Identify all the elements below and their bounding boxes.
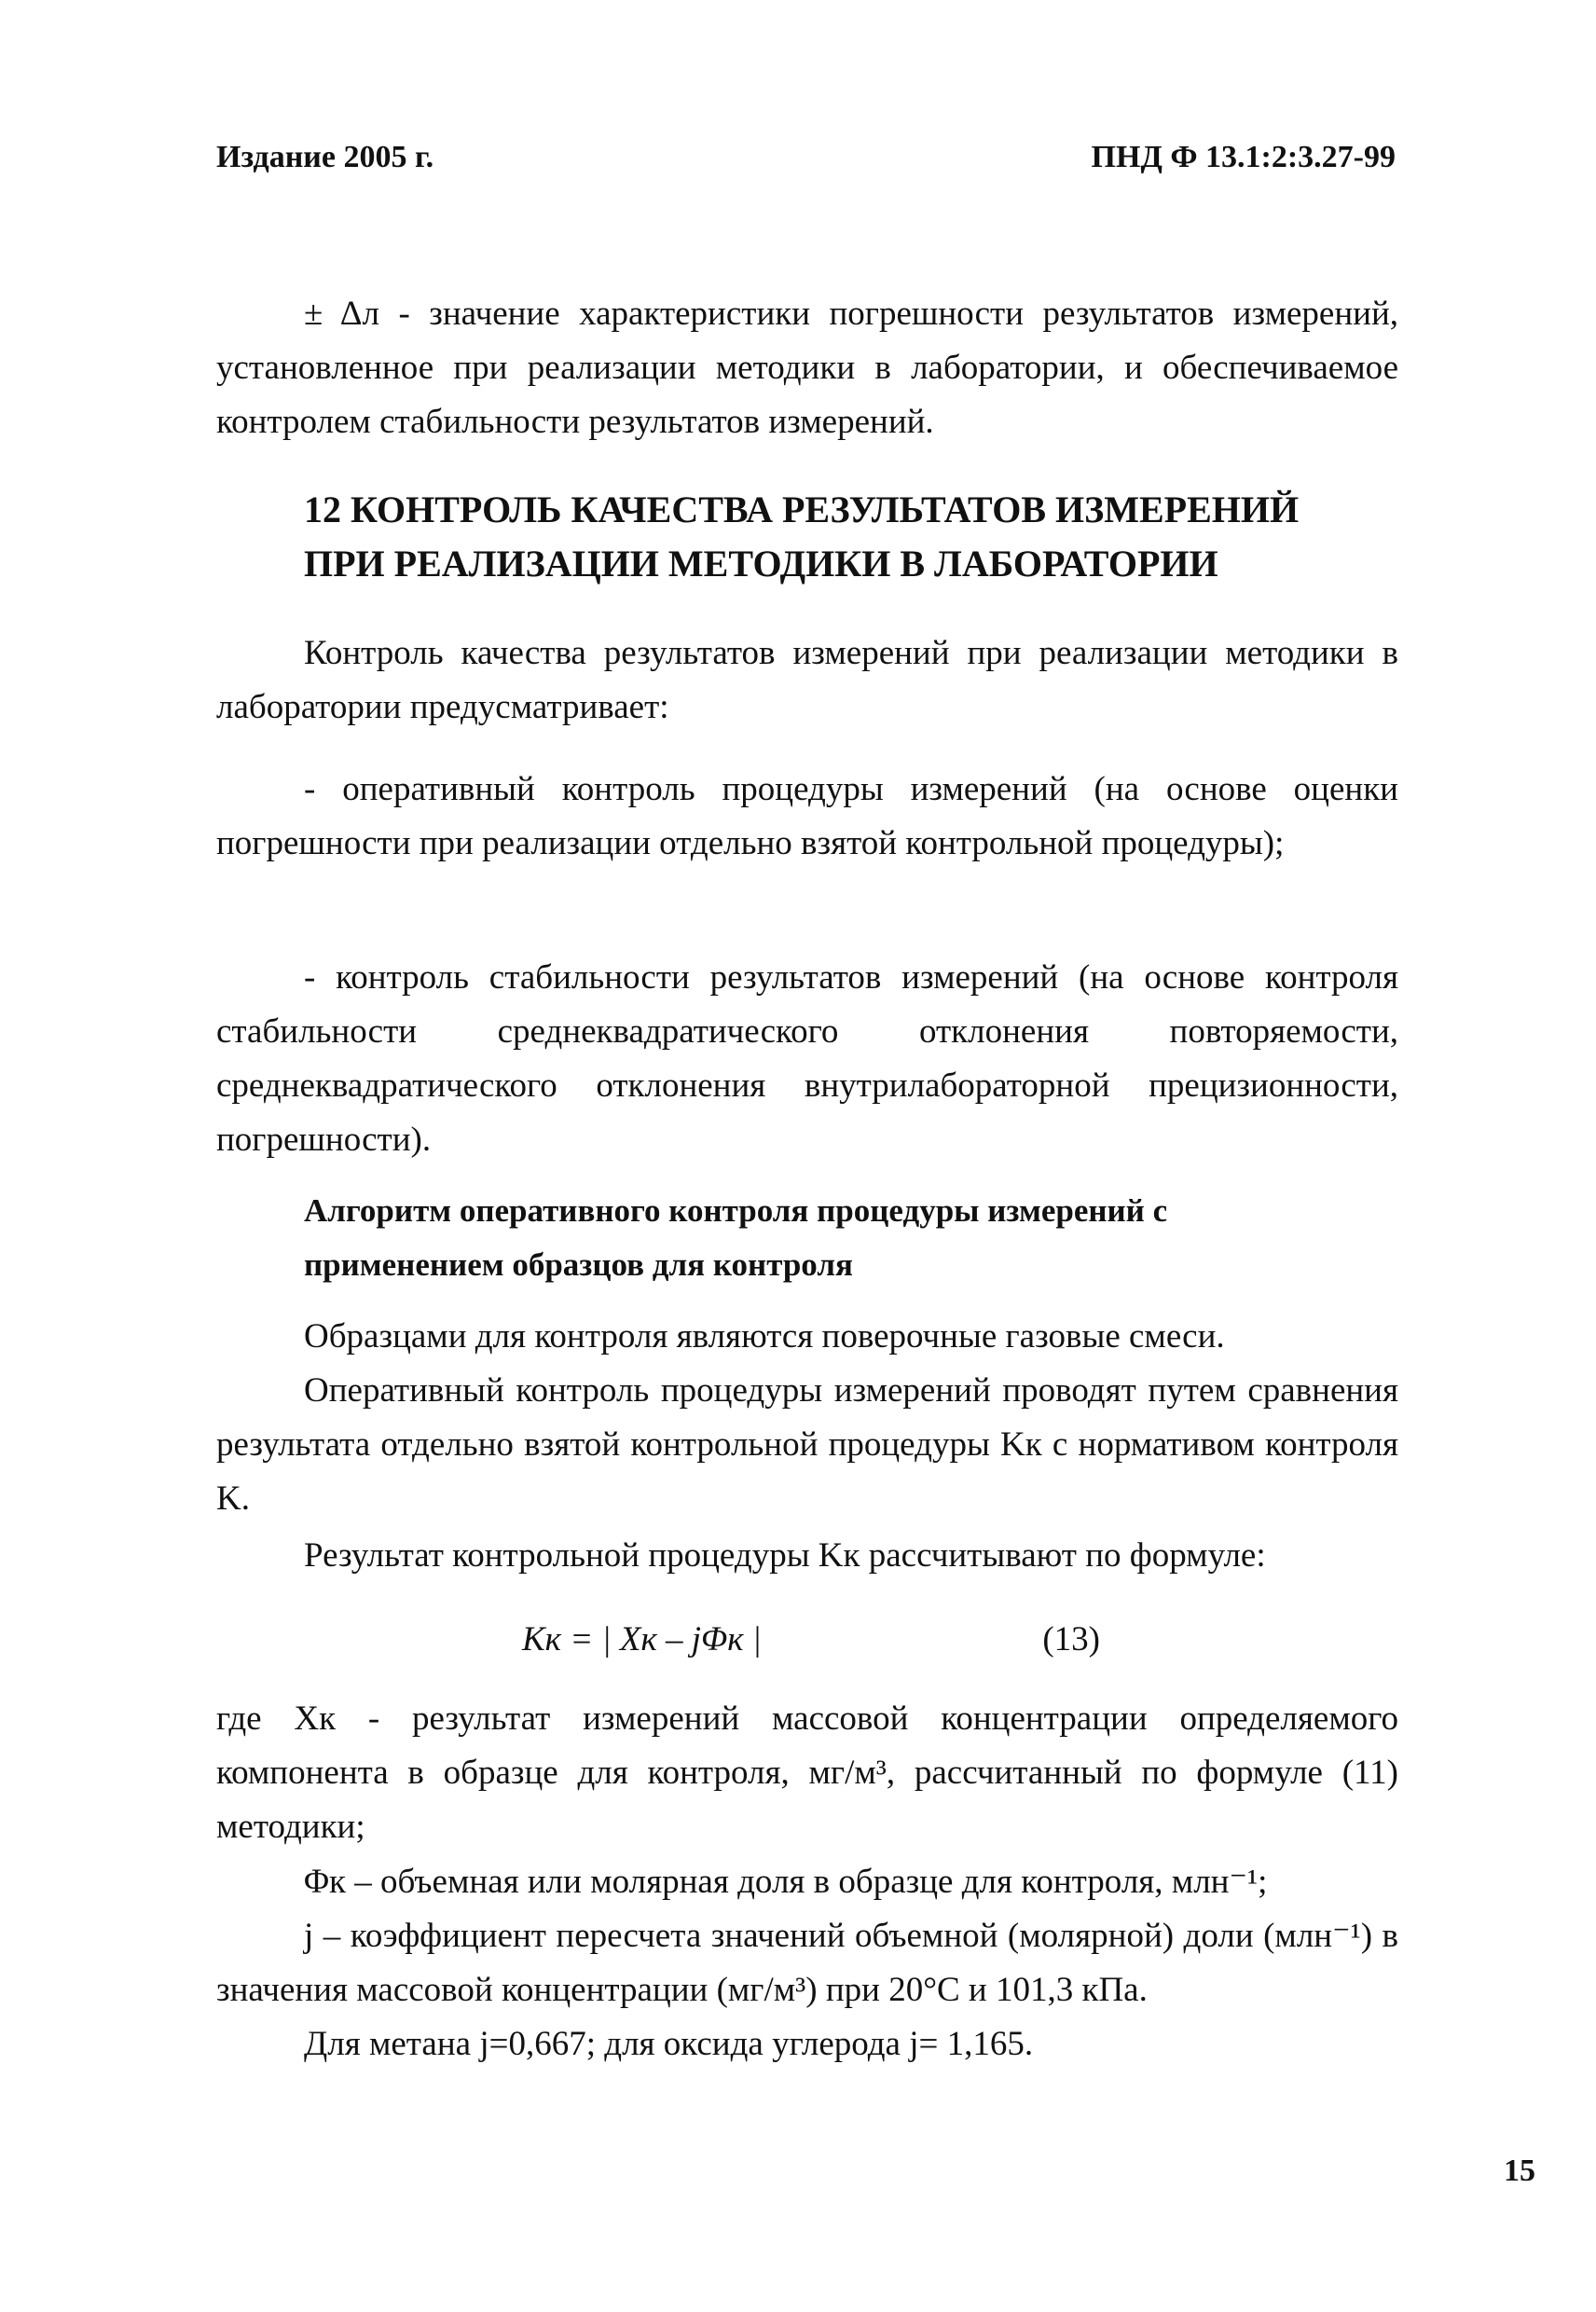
- section-12-title-line1: 12 КОНТРОЛЬ КАЧЕСТВА РЕЗУЛЬТАТОВ ИЗМЕРЕНИЙ: [304, 489, 1300, 530]
- formula-expression: Kк = | Xк – jΦк |: [522, 1620, 762, 1658]
- formula-number: (13): [1042, 1620, 1100, 1658]
- edition-header: Издание 2005 г.: [216, 140, 434, 174]
- definition-phik: Φк – объемная или молярная доля в образце для контроля, млн⁻¹;: [304, 1863, 1268, 1901]
- algorithm-title-line2: применением образцов для контроля: [304, 1246, 853, 1283]
- intro-paragraph: ± Δл - значение характеристики погрешности результатов измерений, установленное при реализации методики в лаборатории, и обеспечиваемое контролем стабильности результатов измерений.: [216, 295, 1398, 441]
- algorithm-title: [216, 1184, 1398, 1292]
- section-12-title: [216, 483, 1398, 591]
- control-item-stability: - контроль стабильности результатов измерений (на основе контроля стабильности среднеквадратического отклонения повторяемости, среднеквадратического отклонения внутрилабораторной прецизионности, погрешности).: [216, 958, 1398, 1159]
- document-code-header: ПНД Ф 13.1:2:3.27-99: [1091, 140, 1396, 174]
- operational-control-paragraph: Оперативный контроль процедуры измерений проводят путем сравнения результата отдельно взятой контрольной процедуры Kк с нормативом контроля K.: [216, 1371, 1398, 1518]
- section-12-title-line2: ПРИ РЕАЛИЗАЦИИ МЕТОДИКИ В ЛАБОРАТОРИИ: [304, 543, 1218, 585]
- algorithm-title-line1: Алгоритм оперативного контроля процедуры измерений с: [304, 1192, 1168, 1229]
- control-item-operational: - оперативный контроль процедуры измерений (на основе оценки погрешности при реализации отдельно взятой контрольной процедуры);: [216, 770, 1398, 862]
- conversion-coefficients: Для метана j=0,667; для оксида углерода j= 1,165.: [304, 2025, 1034, 2063]
- section-12-lead: Контроль качества результатов измерений при реализации методики в лаборатории предусматривает:: [216, 634, 1398, 726]
- definition-xk: где Xк - результат измерений массовой концентрации определяемого компонента в образце для контроля, мг/м³, рассчитанный по формуле (11) методики;: [216, 1700, 1398, 1846]
- samples-paragraph: Образцами для контроля являются поверочные газовые смеси.: [304, 1317, 1225, 1356]
- formula-intro-paragraph: Результат контрольной процедуры Kк рассчитывают по формуле:: [304, 1536, 1266, 1575]
- definition-j: j – коэффициент пересчета значений объемной (молярной) доли (млн⁻¹) в значения массовой концентрации (мг/м³) при 20°С и 101,3 кПа.: [216, 1917, 1398, 2009]
- page-number: 15: [1504, 2154, 1535, 2188]
